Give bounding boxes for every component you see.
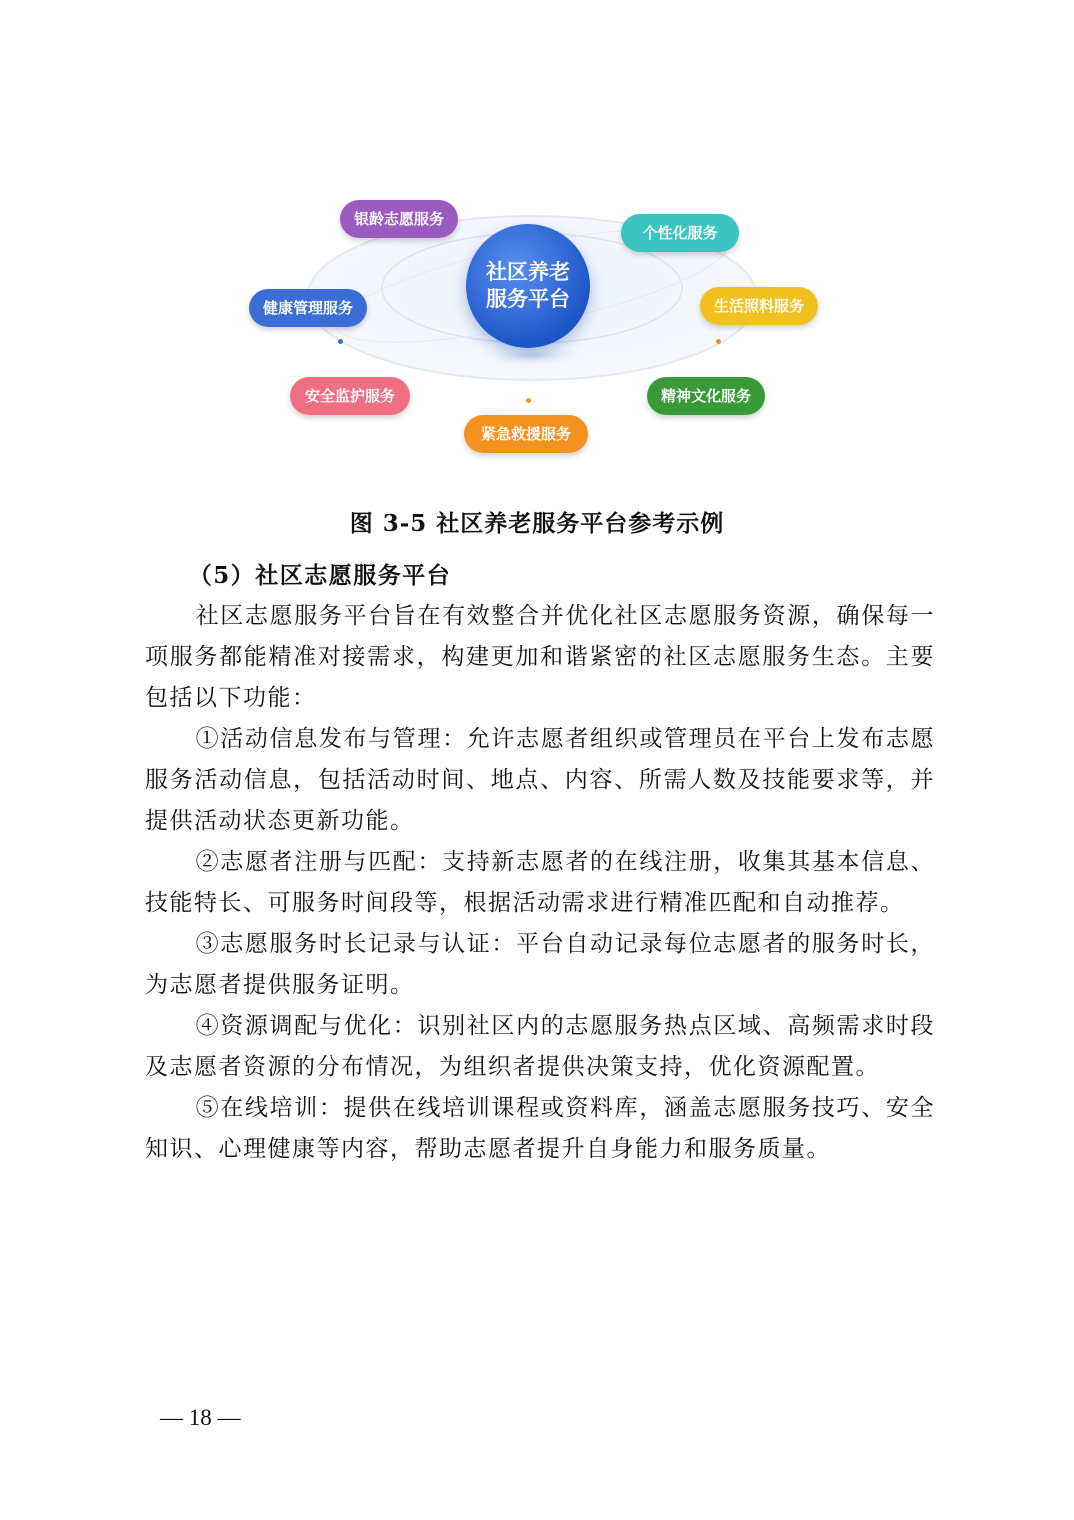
pill-label: 紧急救援服务	[480, 425, 571, 443]
pill-daily-care	[700, 287, 818, 325]
service-platform-diagram	[0, 0, 1074, 480]
pill-personalized	[621, 214, 739, 252]
pill-label: 精神文化服务	[660, 387, 751, 405]
figure-caption: 图 3-5 社区养老服务平台参考示例	[349, 510, 725, 537]
pill-silver-volunteer	[340, 200, 458, 238]
pill-health-management	[249, 289, 367, 327]
hub-label: 社区养老服务平台	[486, 260, 570, 311]
page-number: — 18 —	[160, 1405, 241, 1430]
intro-paragraph: 社区志愿服务平台旨在有效整合并优化社区志愿服务资源，确保每一项服务都能精准对接需求，构建更加和谐紧密的社区志愿服务生态。主要包括以下功能：	[145, 603, 935, 711]
pill-emergency-rescue	[464, 415, 588, 453]
section-heading: （5）社区志愿服务平台	[188, 562, 452, 589]
dot-life	[716, 339, 721, 344]
pill-label: 健康管理服务	[262, 299, 353, 317]
dot-emergency	[526, 398, 531, 403]
pill-label: 生活照料服务	[713, 297, 804, 315]
function-item-2: ②志愿者注册与匹配：支持新志愿者的在线注册，收集其基本信息、技能特长、可服务时间段等，根据活动需求进行精准匹配和自动推荐。	[145, 849, 935, 916]
hub-circle	[466, 224, 590, 348]
pill-spiritual-culture	[647, 377, 765, 415]
function-item-5: ⑤在线培训：提供在线培训课程或资料库，涵盖志愿服务技巧、安全知识、心理健康等内容，帮助志愿者提升自身能力和服务质量。	[145, 1095, 935, 1162]
function-item-1: ①活动信息发布与管理：允许志愿者组织或管理员在平台上发布志愿服务活动信息，包括活动时间、地点、内容、所需人数及技能要求等，并提供活动状态更新功能。	[145, 726, 935, 834]
dot-health	[338, 339, 343, 344]
pill-safety-monitoring	[290, 377, 410, 415]
function-item-3: ③志愿服务时长记录与认证：平台自动记录每位志愿者的服务时长，为志愿者提供服务证明。	[145, 931, 935, 998]
pill-label: 银龄志愿服务	[353, 210, 444, 228]
pill-label: 安全监护服务	[304, 387, 395, 405]
body-text	[145, 555, 935, 1170]
function-item-4: ④资源调配与优化：识别社区内的志愿服务热点区域、高频需求时段及志愿者资源的分布情况，为组织者提供决策支持，优化资源配置。	[145, 1013, 935, 1080]
pill-label: 个性化服务	[642, 224, 718, 242]
